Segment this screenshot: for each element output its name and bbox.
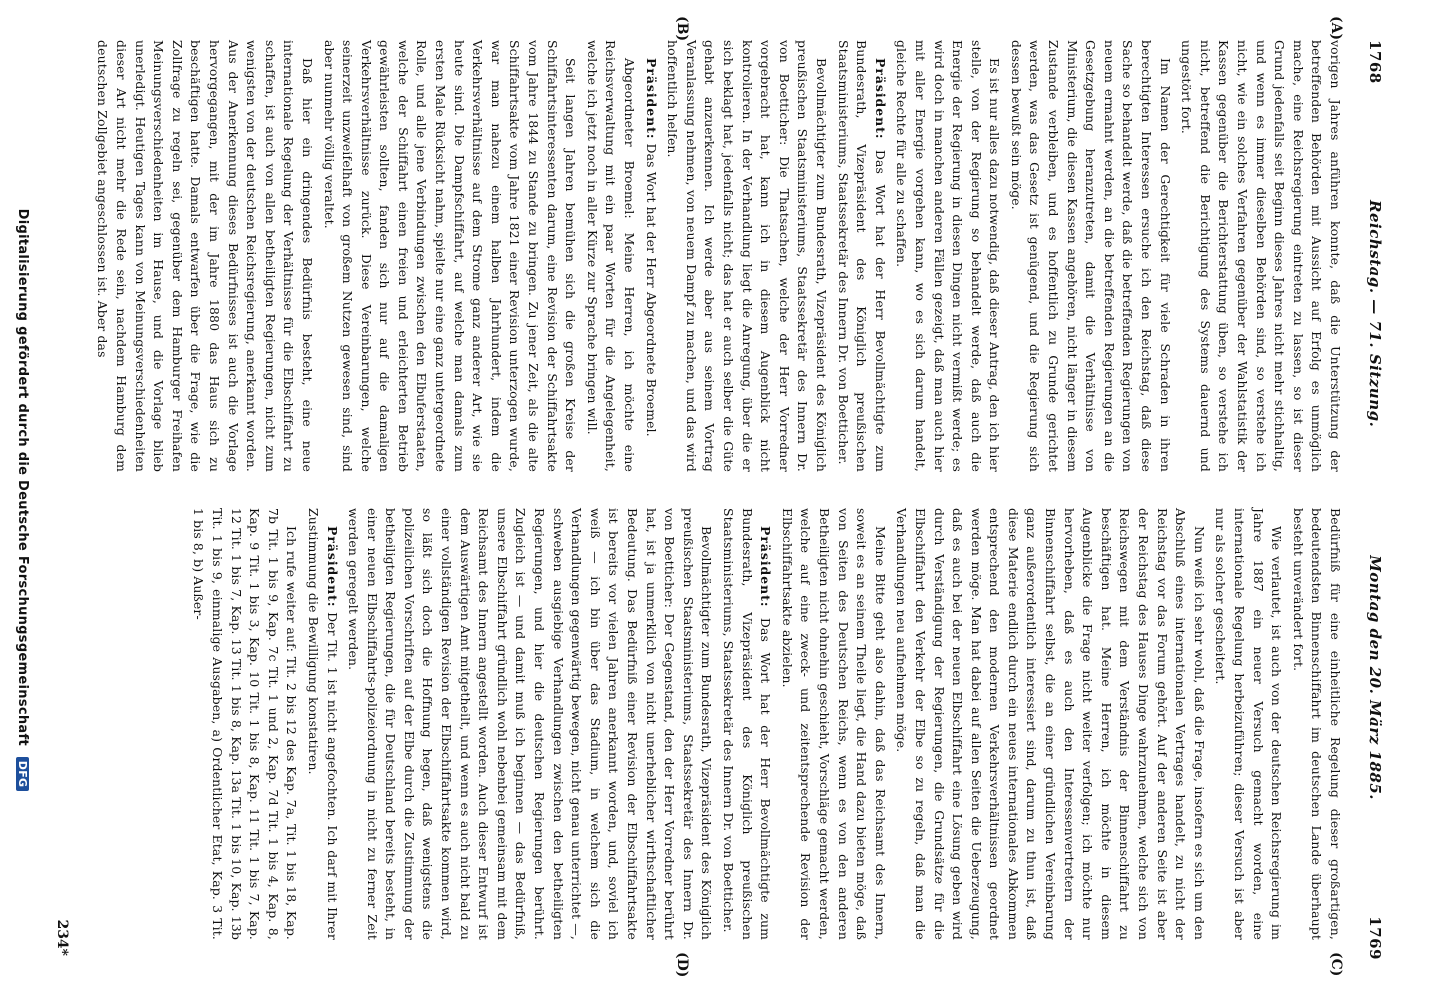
margin-marker-c: (C) <box>1328 952 1344 977</box>
dfg-logo: DFG <box>16 757 29 792</box>
margin-marker-d: (D) <box>674 952 690 978</box>
right-column-paragraph: Präsident: Der Tit. 1 ist nicht angefochten. Ich darf mit Ihrer Zustimmung die Bewilligung konstatiren. <box>305 508 340 940</box>
footer-text: Digitalisierung gefördert durch die Deutsche Forschungsgemeinschaft <box>15 208 30 746</box>
left-page-number: 1768 <box>1366 40 1384 84</box>
margin-marker-b: (B) <box>674 16 690 42</box>
speaker-label: Präsident: <box>758 526 774 608</box>
right-column-paragraph: Ich rufe weiter auf: Tit. 2 bis 12 des Kap. 7a, Tit. 1 bis 18, Kap. 7b Tit. 1 bis 9, Kap. 7c Tit. 1 und 2, Kap. 7d Tit. 1 bis 4, Kap. 8, Kap. 9 Tit. 1 bis 3, Kap. 10 Tit. 1 bis 8, Kap. 11 Tit. 1 bis 7, Kap. 12 Tit. 1 bis 7, Kap. 13 Tit. 1 bis 8, Kap. 13a Tit. 1 bis 10, Kap. 13b Tit. 1 bis 9, einmalige Ausgaben, a) Ordentlicher Etat, Kap. 3 Tit. 1 bis 8, b) Außer- <box>191 508 300 940</box>
left-text-column <box>44 40 1344 472</box>
right-page-number: 1769 <box>1366 916 1384 960</box>
left-column-paragraph: Seit langen Jahren bemühen sich die großen Kreise der Schiffahrtsinteressenten darum, eine Revision der Schiffahrtsakte vom Jahre 1844 zu Stande zu bringen. Zu jener Zeit, als die alte Schiffahrtsakte vom Jahre 1821 einer Revision unterzogen wurde, war man nahezu einem halben Jahrhundert, indem die Verkehrsverhältnisse auf dem Strome ganz anderer Art, wie sie heute sind. Die Dampfschiffahrt, auf welche man damals zum ersten Male Rücksicht nahm, spielte nur eine ganz untergeordnete Rolle, und alle jene Verbindungen zwischen den Elbuferstaaten, welche der Schiffahrt einen freien und erleichterten Betrieb gewährleisten sollten, fanden sich nur auf die damaligen Verkehrsverhältnisse zurück. Diese Vereinbarungen, welche seinerzeit unzweifelhaft von großem Nutzen gewesen sind, sind aber nunmehr völlig veraltet. <box>321 40 579 472</box>
signature-mark: 234* <box>54 919 70 956</box>
right-text-column <box>44 508 1344 940</box>
right-column-paragraph: Nun weiß ich sehr wohl, daß die Frage, insofern es sich um den Abschluß eines internationalen Vertrages handelt, zu nicht der Reichstag vor das Forum gehört. Auf der anderen Seite ist aber der Reichstag des Hauses Dinge wahrzunehmen, welche sich von Reichswegen mit dem Verständnis der Binnenschiffahrt zu beschäftigen hat. Meine Herren, ich möchte in diesem Augenblicke die Frage nicht weiter verfolgen; ich möchte nur hervorheben, daß es auch den Interessenvertretern der Binnenschiffahrt selbst, die an einer gründlichen Vereinbarung ganz außerordentlich interessiert sind, darum zu thun ist, daß diese Materie endlich durch ein neues internationales Abkommen entsprechend den modernen Verkehrsverhältnissen geordnet werden möge. Man hat dabei auf allen Seiten die Ueberzeugung, daß es auch bei der neuen Elbschiffahrt eine Lösung geben wird durch Verständigung der Regierungen, die Grundsätze für die Elbschiffahrt den Verkehr der Elbe so zu regeln, daß man die Verhandlungen neu aufnehmen möge. <box>894 508 1207 940</box>
right-column-paragraph: Bedürfniß für eine einheitliche Regelung dieser großartigen, bedeutendsten Binnenschiffahrt im deutschen Lande überhaupt besteht unverändert fort. <box>1290 508 1343 940</box>
left-column-paragraph: Präsident: Das Wort hat der Herr Bevollmächtigte zum Bundesrath, Vizepräsident des Königlich preußischen Staatsministeriums, Staatssekretär des Innern Dr. von Boetticher. <box>835 40 888 472</box>
margin-marker-a: (A) <box>1328 16 1344 41</box>
page-header <box>1352 40 1384 960</box>
right-column-paragraph: Bevollmächtigter zum Bundesrath, Vizepräsident des Königlich preußischen Staatsministeriums, Staatssekretär des Innern Dr. von Boetticher: Der Gegenstand, den der Herr Vorredner berührt hat, ist ja unmerklich von nicht unerheblicher wirthschaftlicher Bedeutung. Das Bedürfniß einer Revision der Elbschiffahrtsakte ist bereits vor vielen Jahren anerkannt worden, und, soviel ich weiß — ich bin über das Stadium, in welchem sich die Verhandlungen gegenwärtig bewegen, nicht genau unterrichtet —, schweben ausgiebige Verhandlungen zwischen den betheiligten Regierungen, und hier die deutschen Regierungen berührt. Zugleich ist — und damit muß ich beginnen — das Bedürfniß, unsere Elbschiffahrt gründlich wohl nebenbei gemeinsam mit dem Reichsamt des Innern angestellt worden. Auch dieser Entwurf ist dem Auswärtigen Amt mitgetheilt, und wenn es auch nicht bald zu einer vollständigen Revision der Elbschiffahrtsakte kommen wird, so läßt sich doch die Hoffnung hegen, daß wenigstens die polizeilichen Vorschriften auf der Elbe durch die Zustimmung der betheiligten Regierungen, die für Deutschland bereits besteht, in einer neuen Elbschiffahrts-polizeiordnung in nicht zu ferner Zeit werden geregelt werden. <box>346 508 715 940</box>
right-column-paragraph: Präsident: Das Wort hat der Herr Bevollmächtigte zum Bundesrath, Vizepräsident des Königlich preußischen Staatsministeriums, Staatssekretär des Innern Dr. von Boetticher. <box>721 508 774 940</box>
left-column-paragraph: Präsident: Das Wort hat der Herr Abgeordnete Broemel. <box>643 58 659 437</box>
speaker-label: Präsident: <box>324 526 340 608</box>
left-column-paragraph: vorigen Jahres anführen konnte, daß die Unterstützung der betreffenden Behörden mit Aussicht auf Erfolg es unmöglich mache, eine Reichsregierung eintreten zu lassen, so ist dieser Grund jedenfalls seit Beginn dieses Jahres nicht mehr stichhaltig, und wenn es immer dieselben Behörden sind, so verstehe ich nicht, wie ein solches Verfahren gegenüber der Wahlstatistik der Kassen gegenüber die Berichterstattung üben, so verstehe ich nicht, betreffend die Berichtigung des Systems dauernd und ungestört fort. <box>1179 40 1343 472</box>
right-running-title: Montag den 20. März 1885. <box>1366 555 1384 800</box>
left-column-paragraph: Abgeordneter Broemel: Meine Herren, ich möchte eine Reichsverwaltung mit ein paar Worten für die Angelegenheit, welche ich jetzt noch in aller Kürze zur Sprache bringen will. <box>584 40 638 472</box>
digitization-footer <box>6 0 30 1000</box>
left-column-paragraph: Es ist nur alles dazu notwendig, daß dieser Antrag, den ich hier stelle, von der Regierung so behandelt werde, daß auch die Energie der Regierung in diesen Dingen nicht vermißt werde; es wird doch in manchen anderen Fällen gezeigt, daß man auch hier mit aller Energie vorgehen kann, wo es sich darum handelt, gleiche Rechte für alle zu schaffen. <box>894 40 1003 472</box>
speaker-label: Präsident: <box>872 58 888 140</box>
left-column-paragraph: Daß hier ein dringendes Bedürfnis besteht, eine neue internationale Regelung der Verhältnisse für die Elbschiffahrt zu schaffen, ist auch von allen betheiligten Regierungen, nicht zum wenigsten von der deutschen Reichsregierung, anerkannt worden. Aus der Anerkennung dieses Bedürfnisses ist auch die Vorlage hervorgegangen, mit der im Jahre 1880 das Haus sich zu beschäftigen hatte. Damals entwarfen über die Frage, wie die Zollfrage zu regeln sei, gegenüber dem Hamburger Freihafen Meinungsverschiedenheiten im Hause, und die Vorlage blieb unerledigt. Heutigen Tages kann von Meinungsverschiedenheiten dieser Art nicht mehr die Rede sein, nachdem Hamburg dem deutschen Zollgebiet angeschlossen ist. Aber das <box>95 40 315 472</box>
right-column-paragraph: Meine Bitte geht also dahin, daß das Reichsamt des Innern, soweit es an seinem Theile liegt, die Hand dazu bieten möge, daß von Seiten des Deutschen Reichs, wenn es von den anderen Betheiligten nicht ohnehin geschieht, Vorschläge gemacht werden, welche auf eine zweck- und zeitentsprechende Revision der Elbschiffahrtsakte abzielen. <box>779 508 888 940</box>
left-column-paragraph: Bevollmächtigter zum Bundesrath, Vizepräsident des Königlich preußischen Staatsministeriums, Staatssekretär des Innern Dr. von Boetticher: Die Thatsachen, welche der Herr Vorredner vorgebracht hat, kann ich in diesem Augenblick nicht kontrolieren. In der Verhandlung liegt die Anregung, über die er sich beklagt hat, jedenfalls nicht; das hat er auch selber die Güte gehabt anzuerkennen. Ich werde aber aus seinem Vortrag Veranlassung nehmen, von neuem Dampf zu machen, und das wird hoffentlich helfen. <box>665 40 829 472</box>
speaker-label: Präsident: <box>643 58 659 140</box>
left-running-title: Reichstag. — 71. Sitzung. <box>1366 200 1384 428</box>
right-column-paragraph: Wie verlautet, ist auch von der deutschen Reichsregierung im Jahre 1887 ein neuer Versuch gemacht worden, eine internationale Regelung herbeizuführen; dieser Versuch ist aber nur als solcher gescheitert. <box>1213 508 1285 940</box>
left-column-paragraph: Im Namen der Gerechtigkeit für viele Schraden in ihren berechtigten Interessen ersuche ich den Reichstag, daß diese Sache so behandelt werde, daß die betreffenden Regierungen von neuem ermahnt werden, an die betreffenden Regierungen an die Gesetzgebung heranzutreten, damit die Verhältnisse von Ministerium, die diesen Kassen angehören, nicht länger in diesem Zustande verbleiben, und es hoffentlich zu Grunde gerichtet werden, was das Gesetz ist genügend, und die Regierung sich dessen bewußt sein möge. <box>1008 40 1173 472</box>
